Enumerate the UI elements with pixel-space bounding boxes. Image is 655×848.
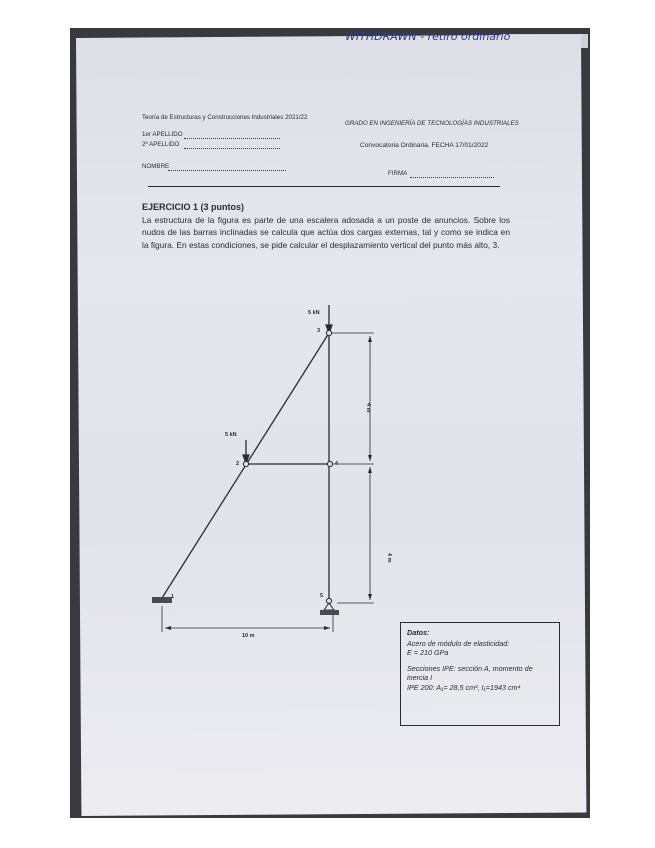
firma-label: FIRMA — [388, 170, 408, 177]
datos-line-4: IPE 200: A₁= 28,5 cm², I₁=1943 cm⁴ — [407, 682, 521, 692]
arrowhead — [324, 626, 330, 630]
arrowhead — [368, 467, 372, 473]
nombre-label: NOMBRE — [142, 163, 170, 170]
datos-line-3: Secciones IPE: sección A, momento de inercia I — [407, 663, 533, 682]
datos-box — [400, 622, 560, 726]
course-name: Teoría de Estructuras y Construcciones Industriales 2021/22 — [142, 114, 308, 121]
exercise-statement: La estructura de la figura es parte de una escalera adosada a un poste de anuncios. Sobre los nudos de las barras inclinadas se calcula que actúa dos cargas externas, tal y como se indica en la figura. En estas condiciones, se pide calcular el desplazamiento vertical del punto más alto, 3. — [142, 215, 510, 250]
datos-line-2: E = 210 GPa — [407, 648, 449, 657]
joint-3 — [326, 330, 331, 335]
exercise-title: EJERCICIO 1 (3 puntos) — [142, 202, 245, 212]
apellido1-label: 1er APELLIDO — [142, 131, 183, 138]
dim-upper-label: 4 m — [365, 403, 371, 413]
node-3-label: 3 — [317, 328, 321, 334]
convocatoria-date: Convocatoria Ordinaria. FECHA 17/01/2022 — [360, 142, 489, 149]
arrowhead — [368, 336, 372, 342]
degree-name: GRADO EN INGENIERÍA DE TECNOLOGÍAS INDUSTRIALES — [345, 120, 519, 127]
support-base-5 — [320, 610, 339, 615]
dim-lower-label: 4 m — [386, 553, 392, 563]
load-left-label: 5 kN — [225, 432, 237, 438]
handwritten-note: WITHDRAWN - retiro ordinario — [345, 30, 511, 43]
joint-2 — [243, 461, 248, 466]
arrowhead — [368, 455, 372, 461]
arrowhead — [165, 626, 171, 630]
node-1-label: 1 — [171, 594, 175, 600]
dim-horizontal-label: 10 m — [242, 633, 255, 639]
apellido2-label: 2º APELLIDO — [142, 141, 180, 148]
datos-line-1: Acero de módulo de elasticidad: — [407, 638, 510, 648]
joint-4 — [327, 461, 332, 466]
fixed-support-1 — [152, 597, 172, 603]
arrowhead — [368, 594, 372, 600]
node-5-label: 5 — [320, 593, 324, 599]
datos-heading: Datos: — [407, 628, 430, 637]
node-2-label: 2 — [236, 461, 240, 467]
node-4-label: 4 — [335, 461, 339, 467]
load-top-label: 5 kN — [308, 310, 320, 316]
